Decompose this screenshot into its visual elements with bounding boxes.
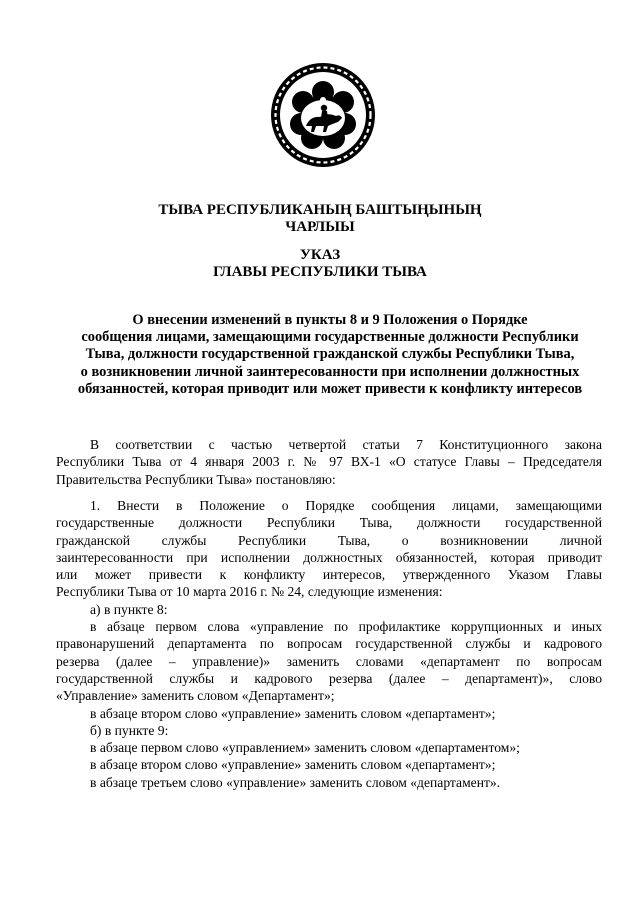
header-tuvan-line2: ЧАРЛЫЫ <box>285 219 355 235</box>
item-1-line: гражданской службы Республики Тыва, о возникновении личной <box>56 532 602 548</box>
preamble-line: Республики Тыва от 4 января 2003 г. № 97 ВХ-1 «О статусе Главы – Председателя <box>56 454 602 470</box>
subitem-a-para1-line: правонарушений департамента по вопросам государственной службы и кадрового <box>56 636 602 652</box>
preamble-line: В соответствии с частью четвертой статьи 7 Конституционного закона <box>90 437 602 452</box>
title-line: сообщения лицами, замещающими государственные должности Республики <box>81 329 579 346</box>
tuva-emblem <box>270 62 376 168</box>
emblem-graphic <box>270 62 376 168</box>
subitem-b-para1: в абзаце первом слово «управлением» заменить словом «департаментом»; <box>90 740 520 756</box>
item-1-paragraph <box>56 497 602 791</box>
subitem-b-heading: б) в пункте 9: <box>90 722 169 738</box>
header-tuvan-line1: ТЫВА РЕСПУБЛИКАНЫҢ БАШТЫҢЫНЫҢ <box>158 202 482 218</box>
item-1-line: заинтересованности при исполнении должностных обязанностей, которая приводит <box>56 549 602 565</box>
header-decree-word: УКАЗ <box>299 247 341 263</box>
title-line: Тыва, должности государственной гражданской службы Республики Тыва, <box>85 346 575 363</box>
subitem-b-para2: в абзаце втором слово «управление» заменить словом «департамент»; <box>90 757 496 773</box>
item-1-line: или может привести к конфликту интересов, утвержденного Указом Главы <box>56 567 602 583</box>
item-1-line: Республики Тыва от 10 марта 2016 г. № 24, следующие изменения: <box>56 584 443 600</box>
preamble-paragraph <box>56 436 602 488</box>
subitem-a-heading: а) в пункте 8: <box>90 601 168 617</box>
item-1-line: государственные должности Республики Тыва, должности государственной <box>56 515 602 531</box>
title-line: о возникновении личной заинтересованности при исполнении должностных <box>80 363 580 380</box>
title-line: обязанностей, которая приводит или может привести к конфликту интересов <box>77 380 583 397</box>
subitem-a-para1-line: резерва (далее – управление)» заменить словами «департамент по вопросам <box>56 653 602 669</box>
subitem-a-para1-line: в абзаце первом слова «управление по профилактике коррупционных и иных <box>90 619 602 635</box>
subitem-a-para1-line: государственной службы и кадрового резерва (далее – департамент)», слово <box>56 670 602 686</box>
header-head-of-republic: ГЛАВЫ РЕСПУБЛИКИ ТЫВА <box>213 264 427 280</box>
document-title <box>56 312 604 398</box>
subitem-a-para1-line: «Управление» заменить словом «Департамент»; <box>56 688 335 704</box>
title-line: О внесении изменений в пункты 8 и 9 Положения о Порядке <box>132 312 528 328</box>
subitem-b-para3: в абзаце третьем слово «управление» заменить словом «департамент». <box>90 774 501 790</box>
preamble-line: Правительства Республики Тыва» постановляю: <box>56 471 336 487</box>
item-1-line: 1. Внести в Положение о Порядке сообщения лицами, замещающими <box>90 498 602 513</box>
subitem-a-para2: в абзаце втором слово «управление» заменить словом «департамент»; <box>90 705 496 721</box>
